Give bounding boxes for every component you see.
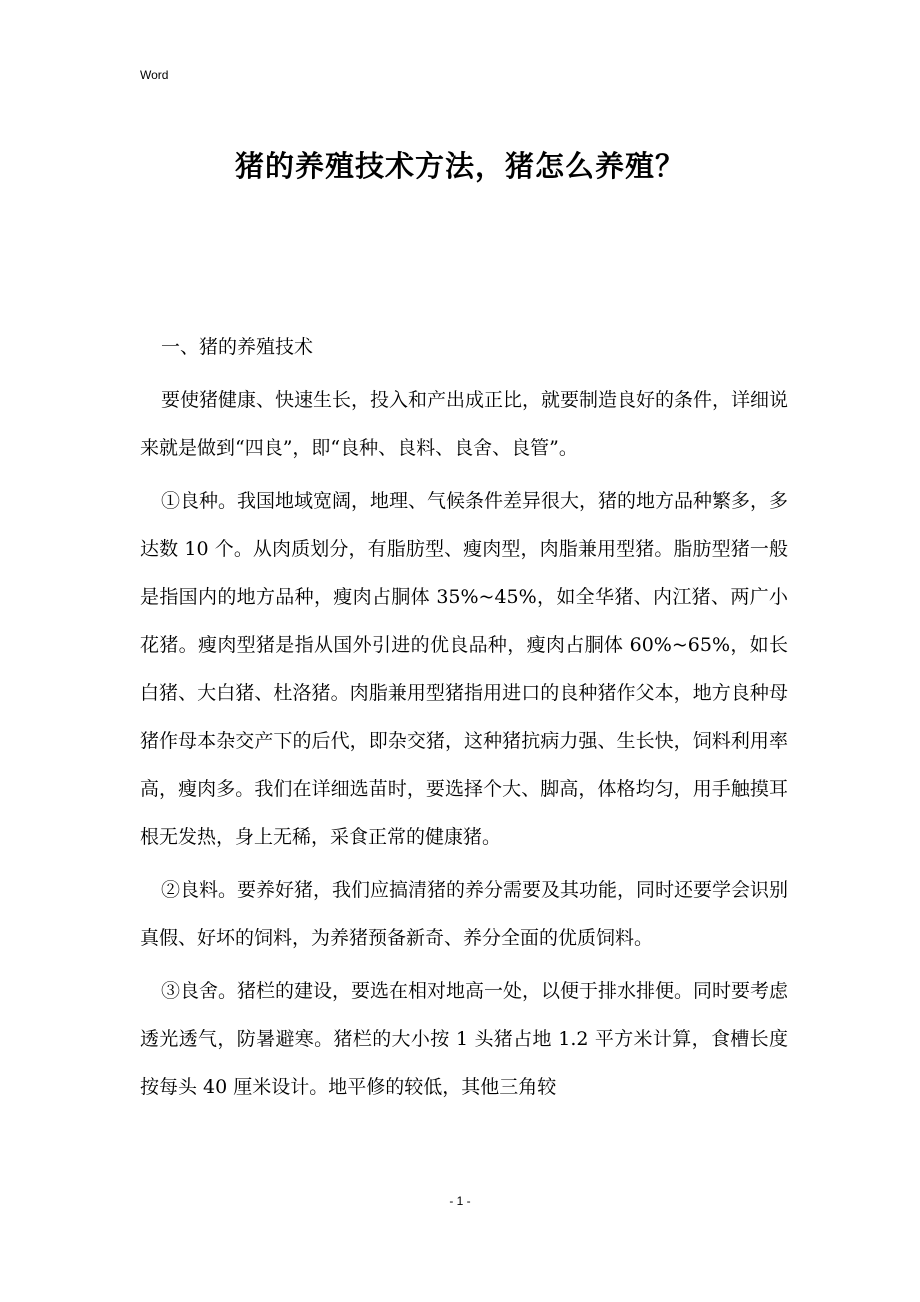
document-body xyxy=(140,323,788,1116)
section-heading: 一、猪的养殖技术 xyxy=(161,336,314,358)
document-title: 猪的养殖技术方法，猪怎么养殖？ xyxy=(234,149,685,183)
page-number: - 1 - xyxy=(449,1194,471,1208)
paragraph-good-housing: ③良舍。猪栏的建设，要选在相对地高一处，以便于排水排便。同时要考虑透光透气，防暑避寒。猪栏的大小按 1 头猪占地 1.2 平方米计算，食槽长度按每头 40 厘米设计。地平修的较低，其他三角较 xyxy=(140,980,789,1098)
paragraph-good-feed: ②良料。要养好猪，我们应搞清猪的养分需要及其功能，同时还要学会识别真假、好坏的饲料，为养猪预备新奇、养分全面的优质饲料。 xyxy=(140,879,789,949)
paragraph-good-breed: ①良种。我国地域宽阔，地理、气候条件差异很大，猪的地方品种繁多，多达数 10 个。从肉质划分，有脂肪型、瘦肉型，肉脂兼用型猪。脂肪型猪一般是指国内的地方品种，瘦肉占胴体 35%~45%，如全华猪、内江猪、两广小花猪。瘦肉型猪是指从国外引进的优良品种，瘦肉占胴体 60%~65%，如长白猪、大白猪、杜洛猪。肉脂兼用型猪指用进口的良种猪作父本，地方良种母猪作母本杂交产下的后代，即杂交猪，这种猪抗病力强、生长快，饲料利用率高，瘦肉多。我们在详细选苗时，要选择个大、脚高，体格均匀，用手触摸耳根无发热，身上无稀，采食正常的健康猪。 xyxy=(140,490,789,848)
header-label: Word xyxy=(140,68,169,82)
paragraph-intro: 要使猪健康、快速生长，投入和产出成正比，就要制造良好的条件，详细说来就是做到“四良”，即“良种、良料、良舍、良管”。 xyxy=(140,389,789,459)
